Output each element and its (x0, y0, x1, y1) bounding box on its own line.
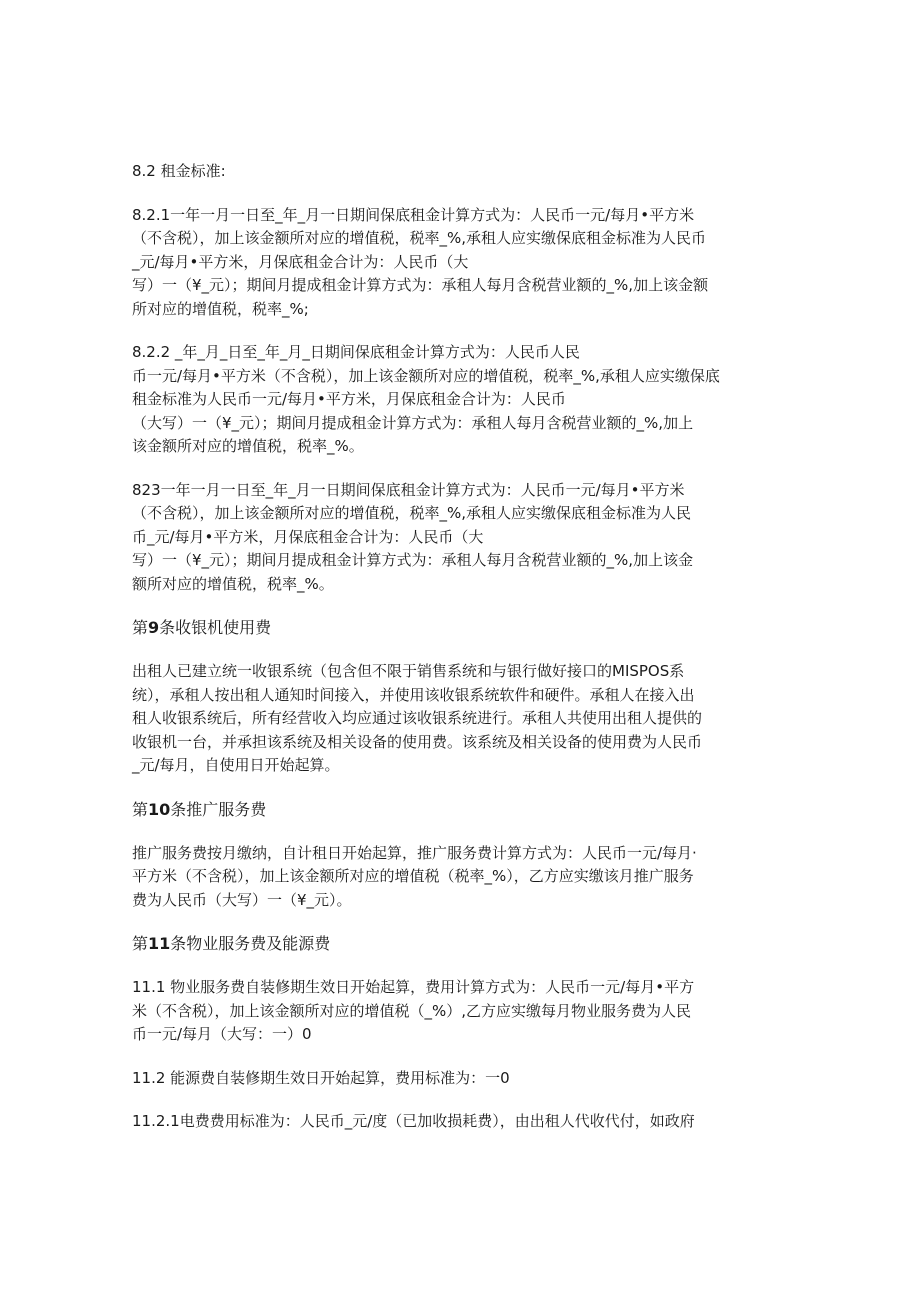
text-line: 币_元/每月•平方米，月保底租金合计为：人民币（大 (132, 527, 484, 546)
article-10-heading (132, 798, 792, 822)
text-line: 8.2.2 _年_月_日至_年_月_日期间保底租金计算方式为：人民币人民 (132, 343, 580, 361)
text-line: 收银机一台，并承担该系统及相关设备的使用费。该系统及相关设备的使用费为人民币 (132, 732, 703, 751)
text-line: 8.2 租金标准: (132, 162, 226, 180)
text-line: 823一年一月一日至_年_月一日期间保底租金计算方式为：人民币一元/每月•平方米 (132, 480, 685, 499)
text-line: 平方米（不含税），加上该金额所对应的增值税（税率_%），乙方应实缴该月推广服务 (132, 867, 694, 885)
clause-8-2-1 (132, 204, 792, 322)
clause-8-2-2 (132, 341, 792, 459)
heading-title: 条物业服务费及能源费 (170, 934, 331, 953)
heading-title: 条收银机使用费 (159, 618, 272, 637)
text-line: 费为人民币（大写）一（¥_元）。 (132, 890, 352, 909)
article-11-heading (132, 932, 792, 956)
text-line: 11.1 物业服务费自装修期生效日开始起算，费用计算方式为：人民币一元/每月•平方 (132, 978, 695, 996)
text-line: 米（不含税），加上该金额所对应的增值税（_%）,乙方应实缴每月物业服务费为人民 (132, 1001, 692, 1020)
text-line: 额所对应的增值税，税率_%。 (132, 574, 334, 593)
text-line: 8.2.1一年一月一日至_年_月一日期间保底租金计算方式为：人民币一元/每月•平方米 (132, 205, 695, 224)
article-number: 9 (148, 618, 160, 637)
clause-11-1 (132, 976, 792, 1047)
text-line: 租金标准为人民币一元/每月•平方米，月保底租金合计为：人民币 (132, 390, 566, 408)
article-number: 11 (148, 934, 171, 953)
text-line: 币一元/每月（大写：一）0 (132, 1025, 312, 1043)
heading-prefix: 第 (132, 799, 149, 819)
article-10-body (132, 842, 792, 913)
text-line: 推广服务费按月缴纳，自计租日开始起算，推广服务费计算方式为：人民币一元/每月· (132, 843, 697, 862)
article-number: 10 (148, 799, 171, 819)
text-line: （不含税），加上该金额所对应的增值税，税率_%,承租人应实缴保底租金标准为人民 (132, 504, 692, 522)
article-9-body (132, 660, 792, 778)
clause-11-2 (132, 1067, 792, 1091)
section-8-2-title (132, 160, 792, 184)
heading-prefix: 第 (132, 934, 149, 953)
text-line: 币一元/每月•平方米（不含税），加上该金额所对应的增值税，税率_%,承租人应实缴保底 (132, 366, 720, 385)
heading-title: 条推广服务费 (170, 799, 267, 819)
document-page (132, 160, 792, 1154)
text-line: _元/每月，自使用日开始起算。 (132, 756, 340, 774)
article-9-heading (132, 616, 792, 640)
text-line: 所对应的增值税，税率_%; (132, 299, 309, 318)
text-line: 租人收银系统后，所有经营收入均应通过该收银系统进行。承租人共使用出租人提供的 (132, 709, 703, 727)
text-line: 写）一（¥_元）；期间月提成租金计算方式为：承租人每月含税营业额的_%,加上该金额 (132, 276, 709, 294)
text-line: 11.2 能源费自装修期生效日开始起算，费用标准为：一0 (132, 1068, 510, 1087)
text-line: 11.2.1电费费用标准为：人民币_元/度（已加收损耗费），由出租人代收代付，如政府 (132, 1112, 695, 1130)
text-line: 该金额所对应的增值税，税率_%。 (132, 437, 364, 455)
text-line: （不含税），加上该金额所对应的增值税，税率_%,承租人应实缴保底租金标准为人民币 (132, 229, 707, 247)
text-line: 写）一（¥_元）；期间月提成租金计算方式为：承租人每月含税营业额的_%,加上该金 (132, 551, 694, 569)
text-line: 统），承租人按出租人通知时间接入，并使用该收银系统软件和硬件。承租人在接入出 (132, 685, 695, 704)
clause-11-2-1 (132, 1110, 792, 1134)
text-line: 出租人已建立统一收银系统（包含但不限于销售系统和与银行做好接口的MISPOS系 (132, 662, 685, 680)
clause-8-2-3 (132, 479, 792, 597)
heading-prefix: 第 (132, 618, 149, 637)
text-line: （大写）一（¥_元）；期间月提成租金计算方式为：承租人每月含税营业额的_%,加上 (132, 413, 694, 432)
text-line: _元/每月•平方米，月保底租金合计为：人民币（大 (132, 252, 469, 271)
